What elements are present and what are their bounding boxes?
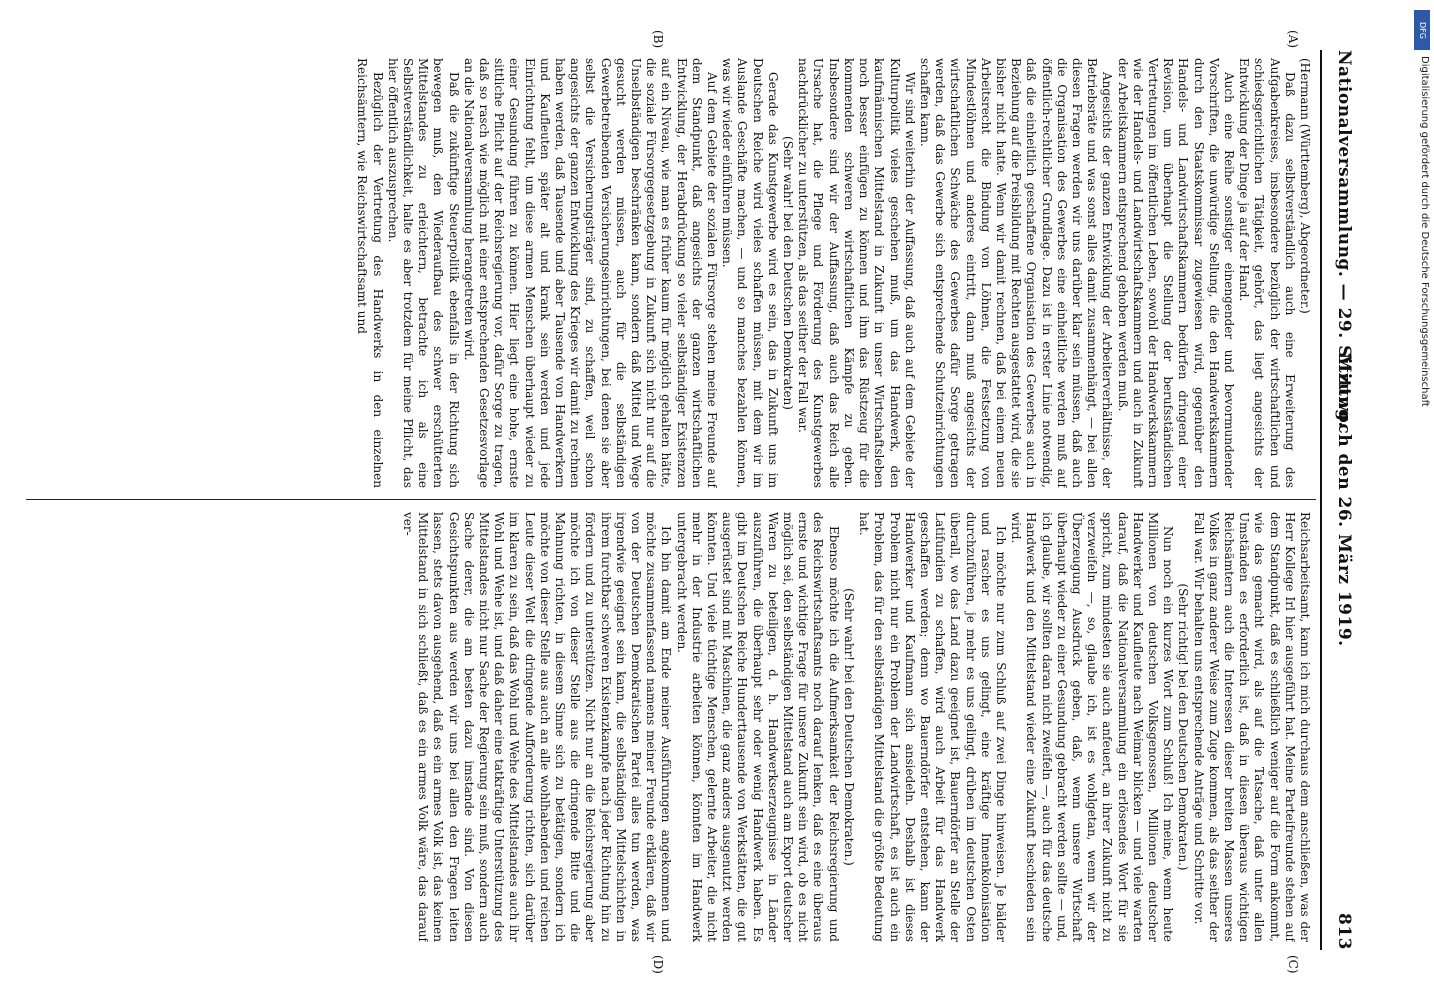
paragraph: Auch eine Reihe sonstiger einengender und bevormundender Vorschriften, die unwürdige Stellung, die den Handwerkskammern durch den Staatskommissar zugewiesen wird, gegenüber den Handels- und Landwirtschaftskammern bedürfen dringend einer Revision, um überhaupt die Stellung der berufsständischen Vertretungen im öffentlichen Leben, sowohl der Handwerkskammern wie der Handels- und Landwirtschaftskammern und auch in Zukunft der Arbeitskammern entsprechend gehoben werden muß. bbox=[1115, 58, 1236, 488]
margin-marker-c: (C) bbox=[1286, 955, 1300, 974]
margin-marker-b: (B) bbox=[651, 30, 665, 49]
interjection: (Sehr wahr! bei den Deutschen Demokraten.) bbox=[841, 588, 856, 866]
paragraph: Ich bin damit am Ende meiner Ausführungen angekommen und möchte zusammenfassend namens meiner Freunde erklären, daß wir von der Deutschen Demokratischen Partei alles tun werden, was irgendwie geeignet sein kann, die selbständigen Mittelschichten in ihrem furchtbar schweren Existenzkampfe nach jeder Richtung hin zu fördern und zu unterstützen. Nicht nur an die Reichsregierung aber möchte ich von dieser Stelle aus die dringende Bitte und die Mahnung richten, in diesem Sinne sich zu betätigen, sondern ich möchte von dieser Stelle aus auch an alle wohlhabenden und reichen Leute dieser Welt die dringende Aufforderung richten, sich darüber im klaren zu sein, daß das Wohl und Wehe des Mittelstandes auch ihr Wohl und Wehe ist, und daß daher eine tatkräftige Unterstützung des Mittelstandes nicht nur Sache der Regierung sein muß, sondern auch Sache derer, die am besten dazu imstande sind. Von diesen Gesichtspunkten aus werden wir uns bei allen den Fragen leiten lassen, stets davon ausgehend, daß es ein armes Volk ist, das keinen Mittelstand in sich schließt, daß es ein armes Volk wäre, das darauf ver- bbox=[401, 512, 674, 942]
interjection: (Sehr richtig! bei den Deutschen Demokraten.) bbox=[1176, 583, 1191, 871]
margin-marker-a: (A) bbox=[1286, 30, 1300, 49]
header-rule bbox=[1320, 50, 1322, 950]
dfg-logo: DFG bbox=[1414, 10, 1430, 50]
paragraph: Daß dazu selbstverständlich auch eine Erweiterung des Aufgabenkreises, insbesondere bezüglich der wirtschaftlichen und schiedsgerichtlichen Tätigkeit, gehört, das liegt angesichts der Entwicklung der Dinge ja auf der Hand. bbox=[1237, 58, 1297, 488]
paragraph: Reichsarbeitsamt, kann ich mich durchaus dem anschließen, was der Herr Kollege Irl hier ausgeführt hat. Meine Parteifreunde stehen auf dem Standpunkt, daß es schließlich weniger auf die Form ankommt, wie das gemacht wird, als auf die Tatsache, daß unter allen Umständen es erforderlich ist, daß in diesen überaus wichtigen Reichsämtern auch die Interessen dieser breiten Massen unseres Volkes in ganz anderer Weise zum Zuge kommen, als das seither der Fall war. Wir behalten uns entsprechende Anträge und Schritte vor. bbox=[1191, 512, 1312, 942]
column-divider bbox=[26, 499, 1316, 500]
digitization-credit bbox=[1412, 10, 1432, 990]
margin-marker-d: (D) bbox=[651, 955, 665, 974]
paragraph: Daß die zukünftige Steuerpolitik ebenfalls in der Richtung sich bewegen muß, den Wiederaufbau des schwer erschütterten Mittelstandes zu erleichtern, betrachte ich als eine Selbstverständlichkeit, halte es aber trotzdem für meine Pflicht, das hier öffentlich auszusprechen. bbox=[385, 58, 461, 488]
paragraph: Ich möchte nur zum Schluß auf zwei Dinge hinweisen. Je bälder und rascher es uns gelingt, eine kräftige Innenkolonisation durchzuführen, je mehr es uns gelingt, drüben im deutschen Osten überall, wo das Land dazu geeignet ist, Bauerndörfer an Stelle der Latifundien zu schaffen, wird auch Arbeit für das Handwerk geschaffen werden; denn wo Bauerndörfer entstehen, kann der Handwerker und Kaufmann sich ansiedeln. Deshalb ist dieses Problem nicht nur ein Problem der Landwirtschaft, es ist auch ein Problem, das für den selbständigen Mittelstand die größte Bedeutung hat. bbox=[857, 512, 1008, 942]
header-page-number: 813 bbox=[1334, 913, 1354, 950]
paragraph: Auf dem Gebiete der sozialen Fürsorge stehen meine Freunde auf dem Standpunkt, daß angesichts der ganzen wirtschaftlichen Entwicklung, der Herabdrückung so vieler selbständiger Existenzen auf ein Niveau, wie man es früher kaum für möglich gehalten hätte, die soziale Fürsorgegesetzgebung in Zukunft sich nicht nur auf die Unselbständigen beschränken kann, sondern daß Mittel und Wege gesucht werden müssen, auch für die selbständigen Gewerbetreibenden Versicherungseinrichtungen, bei denen sie aber selbst die Versicherungsträger sind, zu schaffen, weil schon angesichts der ganzen Entwicklung des Krieges wir damit zu rechnen haben werden, daß Tausende und aber Tausende von Handwerkern und Kaufleuten später alt und krank sein werden und jede Einrichtung fehlt, um diese armen Menschen überhaupt wieder zu einer Gesundung führen zu können. Hier liegt eine hohe, ernste sittliche Pflicht auf der Reichsregierung vor, dafür Sorge zu tragen, daß so rasch wie möglich mit einer entsprechenden Gesetzesvorlage an die Nationalversammlung herangetreten wird. bbox=[461, 58, 720, 488]
interjection: (Sehr wahr! bei den Deutschen Demokraten) bbox=[781, 136, 796, 410]
paragraph: Gerade das Kunstgewerbe wird es sein, das in Zukunft uns im Deutschen Reiche wird vieles schaffen müssen, mit dem wir im Auslande Geschäfte machen, — und so manches bezahlen können, was wir wieder einführen müssen. bbox=[720, 58, 780, 488]
paragraph: Nun noch ein kurzes Wort zum Schluß! Ich meine, wenn heute Millionen von deutschen Volksgenossen, Millionen deutscher Handwerker und Kaufleute nach Weimar blicken — und viele warten darauf, daß die Nationalversammlung ein erlösendes Wort für sie spricht, zum mindesten sie auch anfeuert, an ihrer Zukunft nicht zu verzweifeln —, so, glaube ich, ist es wohlgetan, wenn wir der Überzeugung Ausdruck geben, daß, wenn unsere Wirtschaft überhaupt wieder zu einer Gesundung gebracht werden sollte — und, ich glaube, wir sollten daran nicht zweifeln —, auch für das deutsche Handwerk und den Mittelstand wieder eine Zukunft beschieden sein wird. bbox=[1009, 512, 1176, 942]
paragraph: Bezüglich der Vertretung des Handwerks in den einzelnen Reichsämtern, wie Reichswirtschaftsamt und bbox=[355, 58, 385, 488]
right-column bbox=[22, 512, 1312, 942]
header-publication: Nationalversammlung. — 29. Sitzung. bbox=[1334, 50, 1354, 428]
page-header bbox=[1326, 50, 1360, 950]
credit-text: Digitalisierung gefördert durch die Deutsche Forschungsgemeinschaft bbox=[1419, 56, 1430, 407]
paragraph: Wir sind weiterhin der Auffassung, daß auch auf dem Gebiete der Kulturpolitik vieles geschehen muß, um das Handwerk, den kaufmännischen Mittelstand in Zukunft in unser Wirtschaftsleben noch besser einfügen zu können und ihm das Rüstzeug für die kommenden schweren wirtschaftlichen Kämpfe zu geben. Insbesondere sind wir der Auffassung, daß auch das Reich alle Ursache hat, die Pflege und Förderung des Kunstgewerbes nachdrücklicher zu unterstützen, als das seither der Fall war. bbox=[796, 58, 917, 488]
paragraph: Angesichts der ganzen Entwicklung der Arbeiterverhältnisse, der Betriebsräte und was sonst alles damit zusammenhängt, — bei allen diesen Fragen werden wir uns darüber klar sein müssen, daß auch die Organisation des Gewerbes eine einheitliche werden muß auf öffentlich-rechtlicher Grundlage. Dazu ist in erster Linie notwendig, daß die einheitlich geschaffene Organisation des Gewerbes auch in Beziehung auf die Preisbildung mit Rechten ausgestattet wird, die sie bisher nicht hatte. Wenn wir damit rechnen, daß bei einem neuen Arbeitsrecht die Bindung von Löhnen, die Festsetzung von Mindestlöhnen und anderes eintritt, dann muß angesichts der wirtschaftlichen Schwäche des Gewerbes dafür Sorge getragen werden, daß das Gewerbe sich entsprechende Schutzeinrichtungen schaffen kann. bbox=[917, 58, 1115, 488]
paragraph: Ebenso möchte ich die Aufmerksamkeit der Reichsregierung und des Reichswirtschaftsamts noch darauf lenken, daß es eine überaus ernste und wichtige Frage für unsere Zukunft sein wird, ob es nicht möglich sei, den selbständigen Mittelstand auch am Export deutscher Waren zu beteiligen, d. h. Handwerkserzeugnisse in Länder auszuführen, die überhaupt sehr oder wenig Handwerk haben. Es gibt im Deutschen Reiche Hunderttausende von Werkstätten, die gut ausgerüstet sind mit Maschinen, die ganz anders ausgenutzt werden könnten. Und viele tüchtige Menschen, gelernte Arbeiter, die nicht mehr in der Industrie arbeiten können, könnten im Handwerk untergebracht werden. bbox=[674, 512, 841, 942]
speaker-line: (Hermann (Württemberg), Abgeordneter.) bbox=[1298, 58, 1312, 314]
left-column bbox=[22, 58, 1312, 488]
header-date: Mittwoch den 26. März 1919. bbox=[1334, 353, 1354, 647]
